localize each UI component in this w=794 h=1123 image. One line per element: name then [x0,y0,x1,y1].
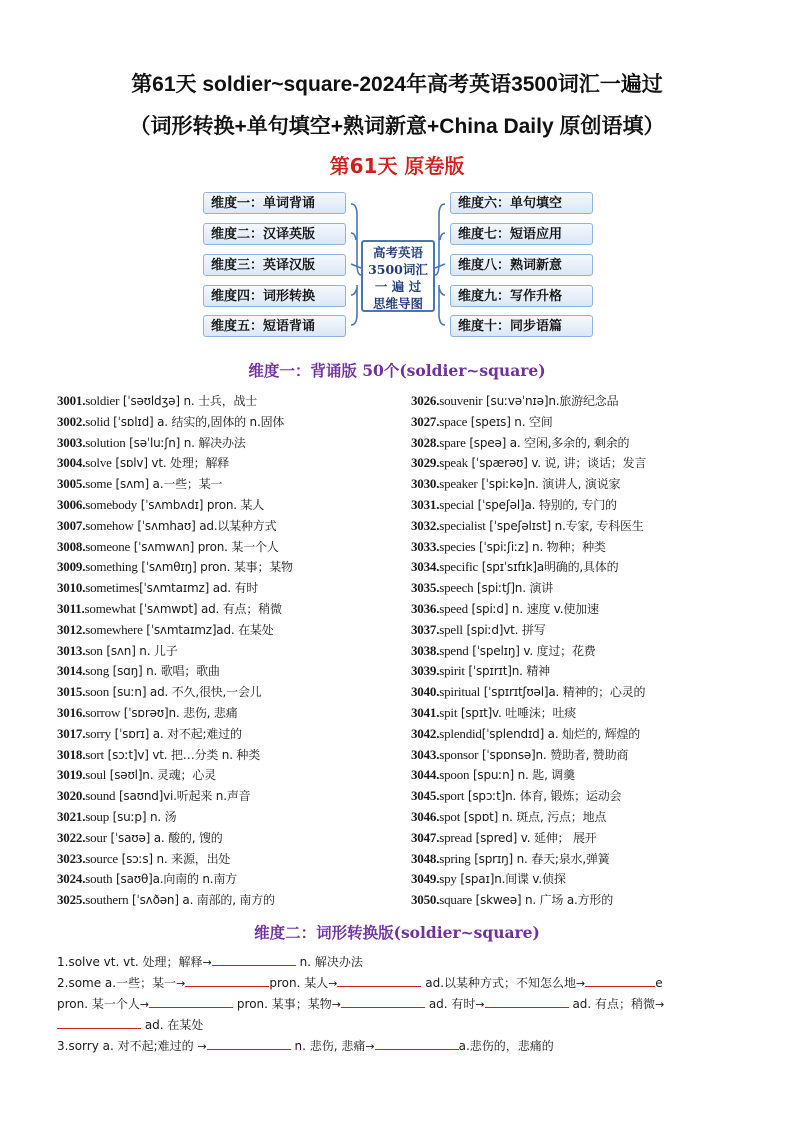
vocab-number: 3036. [411,600,440,616]
vocab-number: 3039. [411,663,440,679]
vocab-definition: [spiːd]vt. 拼写 [462,622,546,637]
vocab-definition: [ˈspærəʊ] v. 说, 讲；谈话；发言 [467,456,647,471]
vocab-word: solution [85,434,126,450]
vocab-definition: [ˈspɪrɪt]n. 精神 [464,664,550,679]
exercise-line-3 [57,994,747,1015]
vocab-entry [57,557,293,578]
vocab-entry [411,557,646,578]
mindmap-dimension-8: 维度八：熟词新意 [450,254,593,276]
vocab-word: somewhat [84,600,136,616]
mindmap-center-line: 一 遍 过 [374,279,422,294]
vocab-entry [57,807,293,828]
vocab-definition: [ˈsʌmθɪŋ] pron. 某事；某物 [137,560,293,575]
vocab-number: 3046. [411,808,440,824]
vocab-entry [57,849,293,870]
vocab-number: 3004. [57,455,86,471]
vocab-definition: [ˈsɒlɪd] a. 结实的,固体的 n.固体 [109,414,285,429]
vocab-number: 3048. [411,850,440,866]
vocab-definition: [ˈsɒrɪ] a. 对不起;难过的 [110,726,242,741]
vocab-entry [411,724,646,745]
vocab-number: 3016. [57,704,86,720]
vocab-word: specialist [439,517,486,533]
vocab-word: sponsor [439,746,479,762]
vocab-number: 3042. [411,725,440,741]
answer-blank[interactable] [341,995,425,1008]
vocab-word: spirit [439,663,465,679]
exercise-text: e [655,976,663,990]
mindmap-dimension-9: 维度九：写作升格 [450,285,593,307]
vocab-entry [57,474,293,495]
vocab-word: somebody [85,496,138,512]
section-heading-1: 维度一：背诵版 50个(soldier~square) [248,361,546,380]
vocab-definition: [ˈsplendɪd] a. 灿烂的, 辉煌的 [481,726,641,741]
arrow-icon: → [576,977,586,990]
vocab-number: 3034. [411,559,440,575]
vocab-entry [57,620,293,641]
vocab-definition: [ˈsɒrəʊ]n. 悲伤, 悲痛 [120,705,238,720]
vocab-number: 3041. [411,704,440,720]
vocab-entry [411,474,646,495]
answer-blank[interactable] [57,1016,141,1029]
vocab-word: south [85,871,113,887]
vocab-definition: [spiːtʃ]n. 演讲 [473,581,554,596]
vocab-entry [411,703,646,724]
vocab-word: someone [85,538,131,554]
vocab-number: 3021. [57,808,86,824]
mindmap-center-line: 3500词汇 [368,262,428,277]
vocab-list-right [411,391,646,911]
vocab-definition: [spɔːt]n. 体育, 锻炼；运动会 [464,789,622,804]
vocab-definition: [sɒlv] vt. 处理；解释 [111,456,230,471]
exercise-text: 3.sorry a. 对不起;难过的 [57,1039,198,1053]
vocab-definition: [spiːd] n. 速度 v.使加速 [467,601,599,616]
vocab-list-left [57,391,293,911]
arrow-icon: → [328,977,338,990]
vocab-entry [57,724,293,745]
arrow-icon: → [139,998,150,1011]
vocab-definition: [səʊl]n. 灵魂；心灵 [106,768,216,783]
arrow-icon: → [202,956,212,969]
vocab-number: 3045. [411,788,440,804]
section-heading-2: 维度二：词形转换版(soldier~square) [254,923,540,942]
vocab-word: sort [85,746,104,762]
vocab-number: 3009. [57,559,86,575]
vocab-number: 3037. [411,621,440,637]
vocab-number: 3033. [411,538,440,554]
vocab-definition: [sɑŋ] n. 歌唱；歌曲 [109,664,220,679]
exercise-text: pron. 某一个人 [57,997,140,1011]
exercise-line-1 [57,952,747,973]
vocab-number: 3012. [57,621,86,637]
vocab-definition: [ˈsʌðən] a. 南部的, 南方的 [128,893,275,908]
exercise-line-2 [57,973,747,994]
answer-blank[interactable] [485,995,569,1008]
vocab-entry [57,682,293,703]
vocab-definition: [ˈspiːʃiːz] n. 物种；种类 [475,539,606,554]
vocab-entry [57,433,293,454]
vocab-word: spring [439,850,471,866]
vocab-entry [411,745,646,766]
vocab-number: 3006. [57,496,86,512]
vocab-definition: [suːn] ad. 不久,很快,一会儿 [109,685,262,700]
answer-blank[interactable] [375,1037,459,1050]
vocab-entry [411,661,646,682]
vocab-entry [411,890,646,911]
exercise-text: pron. 某人 [269,976,329,990]
mindmap-dimension-4: 维度四：词形转换 [203,285,346,307]
vocab-entry [411,849,646,870]
vocab-entry [57,869,293,890]
mindmap-dimension-2: 维度二：汉译英版 [203,223,346,245]
vocab-entry [411,641,646,662]
vocab-entry [57,516,293,537]
vocab-entry [411,599,646,620]
vocab-entry [57,495,293,516]
vocab-word: specific [439,559,479,575]
vocab-entry [57,890,293,911]
vocab-number: 3025. [57,892,86,908]
vocab-word: souvenir [439,393,483,408]
vocab-number: 3035. [411,580,440,596]
vocab-word: some [85,476,112,492]
vocab-definition: [ˈsaʊə] a. 酸的, 馊的 [106,830,223,845]
vocab-definition: [ˈsʌmhaʊ] ad.以某种方式 [133,518,277,533]
vocab-number: 3044. [411,767,440,783]
vocab-entry [57,703,293,724]
vocab-entry [57,453,293,474]
vocab-number: 3023. [57,850,86,866]
exercise-text: a.悲伤的，悲痛的 [458,1039,554,1053]
vocab-number: 3013. [57,642,86,658]
vocab-word: spot [439,808,461,824]
vocab-definition: [spɒt] n. 斑点, 污点；地点 [460,809,607,824]
vocab-word: southern [85,892,129,908]
answer-blank[interactable] [207,1037,291,1050]
vocab-number: 3014. [57,663,86,679]
vocab-definition: [ˈsʌmwɒt] ad. 有点；稍微 [135,601,282,616]
vocab-entry [411,807,646,828]
vocab-number: 3026. [411,393,440,408]
answer-blank[interactable] [337,974,421,987]
vocab-word: spoon [439,767,470,783]
vocab-number: 3007. [57,517,86,533]
vocab-word: sound [85,788,116,804]
vocab-entry [411,869,646,890]
vocab-word: spread [439,829,472,845]
vocab-entry [411,495,646,516]
vocab-word: sorry [85,725,111,741]
vocab-entry [57,661,293,682]
vocab-entry [57,391,293,412]
vocab-definition: [spuːn] n. 匙, 调羹 [469,768,575,783]
vocab-word: speaker [439,476,478,492]
vocab-entry [57,765,293,786]
exercise-line-4 [57,1015,747,1036]
vocab-number: 3020. [57,788,86,804]
vocab-number: 3050. [411,892,440,908]
vocab-entry [411,682,646,703]
vocab-entry [57,745,293,766]
vocab-word: speech [439,580,474,596]
vocab-word: somehow [85,517,134,533]
vocab-number: 3040. [411,684,440,700]
vocab-word: splendid [439,725,482,741]
vocab-definition: [suːvəˈnɪə]n.旅游纪念品 [482,394,619,408]
document-subtitle: 第61天 原卷版 [329,154,465,178]
vocab-number: 3010. [57,580,86,596]
vocab-definition: [səˈluːʃn] n. 解决办法 [125,435,246,450]
vocab-word: sour [85,829,107,845]
answer-blank[interactable] [149,995,233,1008]
mindmap-dimension-3: 维度三：英译汉版 [203,254,346,276]
vocab-word: speak [439,455,468,471]
vocab-word: space [439,413,468,429]
vocab-entry [411,828,646,849]
vocab-entry [411,786,646,807]
vocab-entry [411,433,646,454]
vocab-number: 3024. [57,871,86,887]
vocab-number: 3038. [411,642,440,658]
vocab-definition: [ˈsʌmwʌn] pron. 某一个人 [130,539,279,554]
vocab-word: soon [85,684,110,700]
vocab-number: 3049. [411,871,440,887]
vocab-definition: [ˈsəʊldʒə] n. 士兵，战士 [119,394,258,408]
exercise-text: 1.solve vt. vt. 处理；解释 [57,955,203,969]
vocab-entry [411,765,646,786]
vocab-entry [411,537,646,558]
mindmap-dimension-7: 维度七：短语应用 [450,223,593,245]
mindmap-center [361,240,435,312]
vocab-number: 3031. [411,496,440,512]
arrow-icon: → [655,998,665,1011]
vocab-entry [411,516,646,537]
arrow-icon: → [365,1040,375,1053]
answer-blank[interactable] [212,953,296,966]
vocab-entry [411,578,646,599]
vocab-number: 3003. [57,434,86,450]
exercise-text: ad. 有时 [425,997,476,1011]
document-title-line1: 第61天 soldier~square-2024年高考英语3500词汇一遍过 [131,73,663,96]
exercise-text: n. 解决办法 [295,955,363,969]
vocab-word: spy [439,871,457,887]
vocab-word: source [85,850,118,866]
exercise-line-5 [57,1036,747,1057]
vocab-definition: [ˈspɪrɪtʃʊəl]a. 精神的；心灵的 [480,685,646,700]
vocab-number: 3047. [411,829,440,845]
vocab-number: 3032. [411,517,440,533]
vocab-definition: [ˈspelɪŋ] v. 度过；花费 [468,643,596,658]
vocab-number: 3029. [411,455,440,471]
vocab-number: 3018. [57,746,86,762]
vocab-word: sorrow [85,704,121,720]
vocab-word: soldier [85,393,120,408]
vocab-definition: [ˈspeʃəl]a. 特别的, 专门的 [473,497,617,512]
vocab-word: special [439,496,474,512]
vocab-definition: [sʌn] n. 儿子 [102,643,178,658]
vocab-definition: [sɔːt]v] vt. 把…分类 n. 种类 [103,747,261,762]
vocab-definition: [saʊθ]a.向南的 n.南方 [112,872,237,887]
exercise-text: 2.some a.一些；某一 [57,976,177,990]
mindmap-center-line: 高考英语 [372,245,423,260]
vocab-definition: [ˈsʌmtaɪmz]ad. 在某处 [142,622,274,637]
arrow-icon: → [197,1040,207,1053]
vocab-definition: [ˈspeʃəlɪst] n.专家, 专科医生 [485,518,644,533]
mindmap-dimension-6: 维度六：单句填空 [450,192,593,214]
arrow-icon: → [176,977,186,990]
vocab-number: 3008. [57,538,86,554]
mindmap-center-line: 思维导图 [372,296,423,311]
vocab-word: spare [439,434,466,450]
vocab-number: 3015. [57,684,86,700]
vocab-word: something [85,559,138,575]
exercise-text: ad. 有点；稍微 [568,997,656,1011]
vocab-number: 3005. [57,476,86,492]
vocab-word: son [85,642,103,658]
exercise-text: ad. 在某处 [141,1018,204,1032]
vocab-number: 3028. [411,434,440,450]
vocab-word: spiritual [439,684,481,700]
vocab-definition: [sʌm] a.一些；某一 [111,477,223,492]
vocab-definition: [saʊnd]vi.听起来 n.声音 [115,789,251,804]
mindmap-dimension-5: 维度五：短语背诵 [203,315,346,337]
vocab-definition: [ˈsʌmbʌdɪ] pron. 某人 [137,497,265,512]
vocab-entry [57,828,293,849]
arrow-icon: → [331,998,341,1011]
vocab-word: sport [439,788,465,804]
vocab-number: 3043. [411,746,440,762]
vocab-word: sometimes [85,580,140,596]
vocab-definition: [ˈsʌmtaɪmz] ad. 有时 [139,581,259,596]
vocab-entry [411,412,646,433]
vocab-number: 3022. [57,829,86,845]
vocab-word: soup [85,808,110,824]
vocab-word: solve [85,455,112,471]
document-title-line2: （词形转换+单句填空+熟词新意+China Daily 原创语填） [129,115,665,138]
mindmap-dimension-1: 维度一：单词背诵 [203,192,346,214]
vocab-definition: [sɔːs] n. 来源，出处 [118,851,231,866]
vocab-word: square [439,892,472,908]
vocab-entry [57,641,293,662]
vocab-number: 3001. [57,393,86,408]
vocab-number: 3002. [57,413,86,429]
vocab-number: 3011. [57,600,85,616]
vocab-definition: [spred] v. 延伸； 展开 [472,830,597,845]
vocab-definition: [ˈspiːkə]n. 演讲人, 演说家 [477,477,621,492]
mindmap-dimension-10: 维度十：同步语篇 [450,315,593,337]
vocab-word: speed [439,600,468,616]
vocab-entry [411,453,646,474]
vocab-definition: [spaɪ]n.间谍 v.侦探 [456,872,566,887]
vocab-definition: [speə] a. 空闲,多余的, 剩余的 [465,435,630,450]
answer-blank[interactable] [585,974,655,987]
vocab-definition: [skweə] n. 广场 a.方形的 [472,893,613,908]
exercise-text: ad.以某种方式；不知怎么地 [421,976,577,990]
vocab-word: spell [439,621,463,637]
vocab-definition: [spɪˈsɪfɪk]a明确的,具体的 [478,560,619,575]
vocab-word: species [439,538,476,554]
vocab-entry [57,599,293,620]
vocab-number: 3027. [411,413,440,429]
vocab-definition: [speɪs] n. 空间 [467,414,553,429]
vocab-definition: [sprɪŋ] n. 春天;泉水,弹簧 [470,851,610,866]
vocab-definition: [suːp] n. 汤 [109,809,177,824]
vocab-word: spit [439,704,458,720]
vocab-definition: [spɪt]v. 吐唾沫；吐痰 [457,705,577,720]
vocab-word: solid [85,413,110,429]
vocab-entry [57,412,293,433]
answer-blank[interactable] [185,974,269,987]
vocab-number: 3030. [411,476,440,492]
vocab-number: 3019. [57,767,86,783]
vocab-word: soul [85,767,107,783]
vocab-number: 3017. [57,725,86,741]
vocab-entry [57,537,293,558]
vocab-entry [411,391,646,412]
vocab-word: somewhere [85,621,143,637]
vocab-definition: [ˈspɒnsə]n. 赞助者, 赞助商 [478,747,629,762]
exercise-text: n. 悲伤, 悲痛 [290,1039,366,1053]
vocab-entry [57,578,293,599]
vocab-entry [57,786,293,807]
arrow-icon: → [475,998,485,1011]
vocab-entry [411,620,646,641]
vocab-word: spend [439,642,469,658]
exercise-text: pron. 某事；某物 [233,997,332,1011]
vocab-word: song [85,663,110,679]
